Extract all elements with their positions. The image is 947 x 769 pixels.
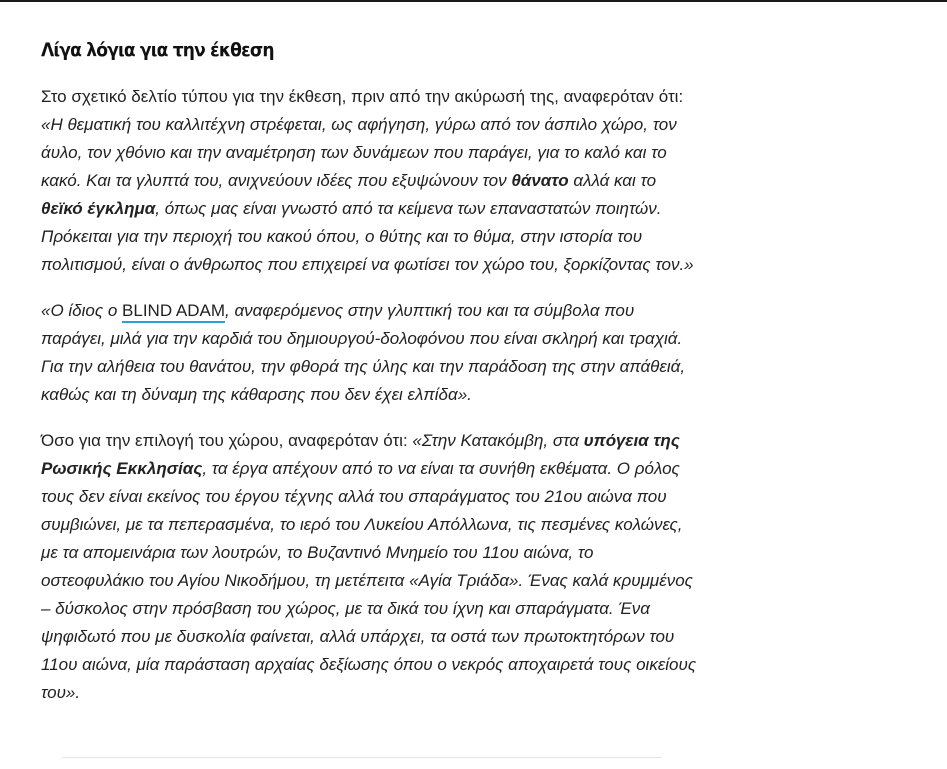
top-divider — [0, 0, 947, 2]
paragraph-intro: Όσο για την επιλογή του χώρου, αναφερόταν ότι: — [41, 431, 413, 450]
quote-segment: «Στην Κατακόμβη, στα — [412, 431, 584, 450]
paragraph-intro: Στο σχετικό δελτίο τύπου για την έκθεση, πριν από την ακύρωσή της, αναφερόταν ότι: — [41, 87, 684, 106]
emphasis-divine-crime: θεϊκό έγκλημα — [41, 199, 156, 218]
quote-segment: , τα έργα απέχουν από το να είναι τα συνήθη εκθέματα. Ο ρόλος τους δεν είναι εκείνος του έργου τέχνης αλλά του σπαράγματος του 21ου αιώνα που συμβιώνει, με τα πεπερασμένα, το ιερό του Λυκείου Απόλλωνα, τις πεσμένες κολώνες, με τα απομεινάρια των λουτρών, το Βυζαντινό Μνημείο του 11ου αιώνα, το οστεοφυλάκιο του Αγίου Νικοδήμου, τη μετέπειτα «Αγία Τριάδα». Ένας καλά κρυμμένος – δύσκολος στην πρόσβαση του χώρος, με τα δικά του ίχνη και σπαράγματα. Ένα ψηφιδωτό που με δυσκολία φαίνεται, αλλά υπάρχει, τα οστά των πρωτοκτητόρων του 11ου αιώνα, μία παράσταση αρχαίας δεξίωσης όπου ο νεκρός αποχαιρετά τους οικείους του». — [41, 459, 697, 702]
quote-segment: , αναφερόμενος στην γλυπτική του και τα σύμβολα που παράγει, μιλά για την καρδιά του δημιουργού-δολοφόνου που είναι σκληρή και τραχιά. Για την αλήθεια του θανάτου, την φθορά της ύλης και την παράδοση της στην απάθειά, καθώς και τη δύναμη της κάθαρσης που δεν έχει ελπίδα». — [41, 301, 686, 404]
article-body — [41, 30, 701, 707]
emphasis-death: θάνατο — [511, 171, 569, 190]
blind-adam-link[interactable]: BLIND ADAM — [122, 301, 225, 323]
quote-text — [41, 431, 696, 702]
quote-text — [41, 301, 122, 320]
paragraph-press-release — [41, 83, 701, 279]
paragraph-artist-quote — [41, 297, 701, 409]
quote-segment: αλλά και το — [568, 171, 657, 190]
bottom-divider — [62, 757, 662, 758]
quote-text — [41, 115, 694, 274]
section-heading: Λίγα λόγια για την έκθεση — [41, 39, 274, 61]
quote-segment: , όπως μας είναι γνωστό από τα κείμενα των επαναστατών ποιητών. Πρόκειται για την περιοχή του κακού όπου, ο θύτης και το θύμα, στην ιστορία του πολιτισμού, είναι ο άνθρωπος που επιχειρεί να φωτίσει τον χώρο του, ξορκίζοντας τον.» — [41, 199, 694, 274]
quote-segment: «Ο ίδιος ο — [41, 301, 123, 320]
quote-segment: «Η θεματική του καλλιτέχνη στρέφεται, ως αφήγηση, γύρω από τον άσπιλο χώρο, τον άυλο, τον χθόνιο και την αναμέτρηση των δυνάμεων που παράγει, για το καλό και το κακό. Και τα γλυπτά του, ανιχνεύουν ιδέες που εξυψώνουν τον — [41, 115, 677, 190]
emphasis-venue: υπόγεια της Ρωσικής Εκκλησίας — [41, 431, 680, 478]
paragraph-venue — [41, 427, 701, 707]
